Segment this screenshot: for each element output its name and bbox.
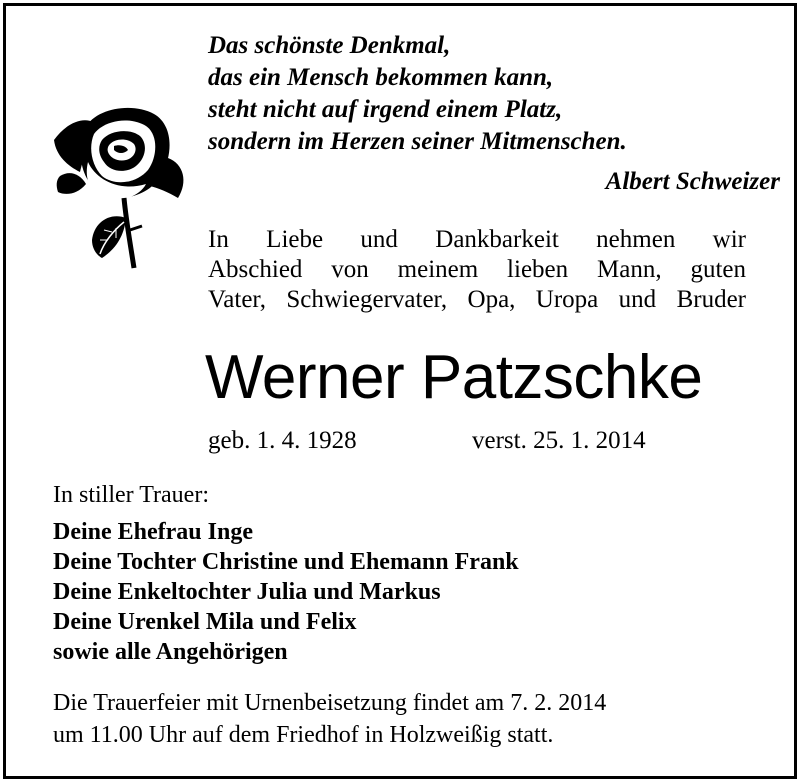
mourner-item: sowie alle Angehörigen xyxy=(53,639,288,665)
quote-line: steht nicht auf irgend einem Platz, xyxy=(208,96,563,123)
quote xyxy=(208,30,627,158)
death-date: verst. 25. 1. 2014 xyxy=(472,427,646,454)
quote-line: das ein Mensch bekommen kann, xyxy=(208,64,554,91)
mourner-item: Deine Tochter Christine und Ehemann Frank xyxy=(53,549,519,575)
mourning-heading: In stiller Trauer: xyxy=(53,482,209,508)
funeral-line: Die Trauerfeier mit Urnenbeisetzung findet am 7. 2. 2014 xyxy=(53,690,607,716)
mourners-list xyxy=(53,517,519,667)
birth-date: geb. 1. 4. 1928 xyxy=(208,427,357,454)
deceased-name: Werner Patzschke xyxy=(205,343,703,412)
quote-line: Das schönste Denkmal, xyxy=(208,32,451,59)
intro-text xyxy=(208,225,746,315)
rose-icon xyxy=(50,100,190,272)
quote-line: sondern im Herzen seiner Mitmenschen. xyxy=(208,128,627,155)
intro-line: Vater, Schwiegervater, Opa, Uropa und Bruder xyxy=(208,286,746,313)
intro-line: In Liebe und Dankbarkeit nehmen wir xyxy=(208,226,746,253)
mourner-item: Deine Urenkel Mila und Felix xyxy=(53,609,357,635)
quote-author: Albert Schweizer xyxy=(605,168,780,195)
mourner-item: Deine Ehefrau Inge xyxy=(53,519,253,545)
intro-line: Abschied von meinem lieben Mann, guten xyxy=(208,256,746,283)
funeral-line: um 11.00 Uhr auf dem Friedhof in Holzweißig statt. xyxy=(53,722,554,748)
mourner-item: Deine Enkeltochter Julia und Markus xyxy=(53,579,441,605)
funeral-notice xyxy=(53,687,606,751)
